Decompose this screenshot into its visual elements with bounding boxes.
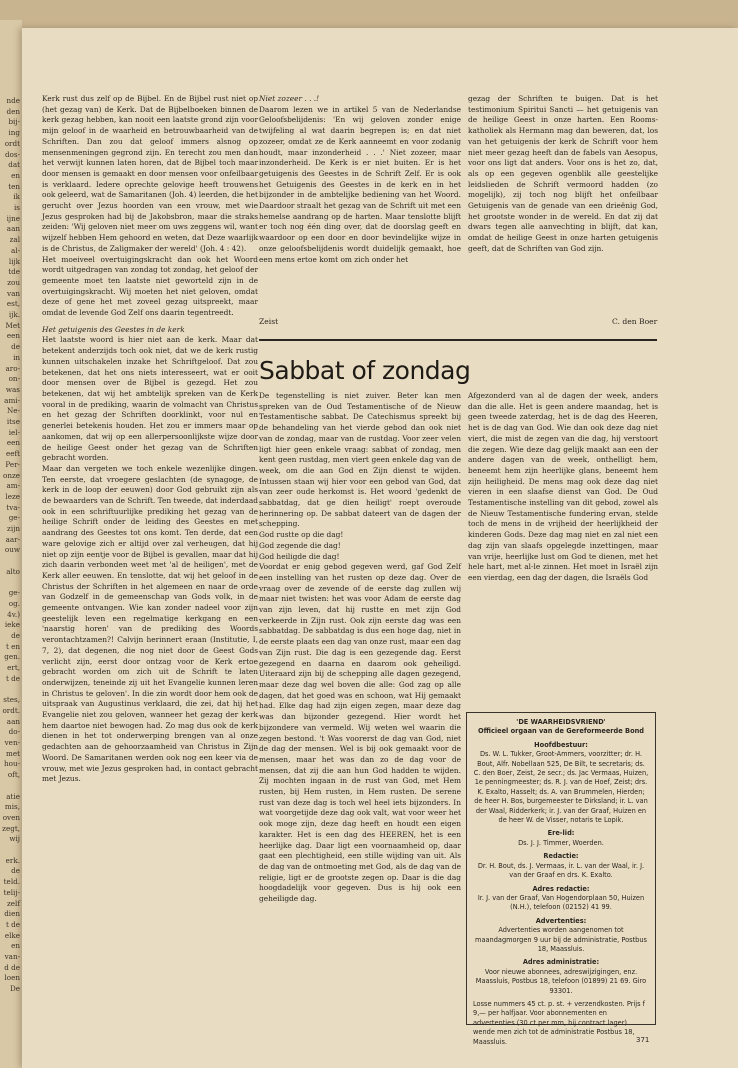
previous-page-fragment: gen. xyxy=(4,652,20,662)
previous-page-fragment: alto xyxy=(6,566,20,576)
colophon-heading: Adres administratie: xyxy=(522,958,600,967)
previous-page-fragment: loen xyxy=(4,973,20,983)
poem-line: God zegende die dag! xyxy=(259,540,341,550)
previous-page-fragment: ten xyxy=(8,181,20,191)
previous-page-fragment: en xyxy=(11,170,20,180)
colophon-heading: Ere-lid: xyxy=(547,829,575,838)
previous-page-fragment: ordt. xyxy=(2,705,20,715)
column-1 xyxy=(42,94,258,785)
previous-page-fragment: ge- xyxy=(8,588,20,598)
previous-page-fragment: ik xyxy=(13,192,20,202)
newspaper-page xyxy=(22,28,738,1068)
previous-page-fragment: d de xyxy=(4,962,20,972)
colophon-heading: Advertenties: xyxy=(535,916,587,925)
article-paragraph: De tegenstelling is niet zuiver. Beter kan men spreken van de Oud Testamentische of de Nieuw Testamentische sabbat. De Catechismus spreekt bij de behandeling van het vierde gebod dan ook niet van de zondag, maar van de rustdag. Voor zeer velen ligt hier geen enkele vraag: sabbat of zondag, men kent geen rustdag, men viert geen enkele dag van de week, om die aan God en Zijn dienst te wijden. Intussen staan wij hier voor een gebod van God, dat van zeer oude herkomst is. Het woord 'gedenkt de sabbatdag, dat ge dien heiligt' roept overoude herinnering op. De sabbat dateert van de dagen der schepping. xyxy=(259,391,461,529)
article-paragraph: Voordat er enig gebod gegeven werd, gaf God Zelf een instelling van het rusten op deze dag. Over de vraag over de zevende of de eerste dag zullen wij maar niet twisten: het was voor Adam de eerste dag van zijn leven, dat hij rustte en met zijn God verkeerde in Zijn rust. Ook zijn eerste dag was een sabbatdag. De sabbatdag is dus een hoge dag, niet in de eerste plaats een dag van onze rust, maar een dag van Zijn rust. Die dag is een gezegende dag. Eerst gezegend en daarna en daarom ook geheiligd. Uiteraard zijn bij de schepping alle dagen gezegend, maar deze dag wel boven die alle: God zag op alle dagen, dat het goed was en schoon, wat Hij gemaakt had. Elke dag had zijn eigen zegen, maar deze dag was dan bijzonder gezegend. Hier wordt het bijzondere van vermeld. Wij weten wel waarin die zegen bestond. 't Was voorerst de dag van God, niet de dag der mensen. Wel is bij ook gemaakt voor de mensen, maar het was dan zo de dag voor de mensen, dat zij die aan hun God hadden te wijden. Zij mochten ingaan in de rust van God, met Hem rusten, bij Hem rusten, in Hem rusten. De serene rust van deze dag is toch wel heel iets bijzonders. In wat voorgetijde deze dag ook valt, wat voor weer het ook moge zijn, deze dag heeft en houdt een eigen karakter. Het is een dag des HEEREN, het is een heerlijke dag. Daar ligt een voornaamheid op, daar gaat een plechtigheid, een stille wijding van uit. Als de dag van de ontmoeting met God, als de dag van de religie, ligt er de grootste zegen op. Daar is die dag hoogdadelijk voor gegeven. Dus is hij ook een geheiligde dag. xyxy=(259,562,461,904)
previous-page-fragment: zelf xyxy=(7,898,20,908)
previous-page-fragment: zegt, xyxy=(2,823,20,833)
col2-paragraph: Daarom lezen we in artikel 5 van de Nederlandse Geloofsbelijdenis: 'En wij geloven zonder enige twijfeling al wat daarin begrepen is; en dat niet zozeer, omdat ze de Kerk aanneemt en voor zodanig houdt, maar inzonderheid . . .' Niet zozeer, maar inzonderheid. De Kerk is er niet buiten. Er is het getuigenis des Geestes in de Schrift Zelf. Er is ook het Getuigenis des Geestes in de kerk en in het bijzonder in de ambtelijke bediening van het Woord. Daardoor straalt het gezag van de Schrift uit met een hemelse aandrang op de harten. Maar tenslotte blijft er toch nog één ding over, dat de doorslag geeft en waardoor op een door en door bevindelijke wijze in onze geloofsbelijdenis wordt duidelijk gemaakt, hoe een mens ertoe komt om zich onder het xyxy=(259,104,461,264)
previous-page-fragment: aro- xyxy=(5,363,20,373)
previous-page-fragment: telij- xyxy=(3,887,20,897)
previous-page-fragment: t de xyxy=(5,919,20,929)
previous-page-fragment: ami- xyxy=(4,395,20,405)
previous-page-fragment: ert, xyxy=(7,663,20,673)
previous-page-fragment: ieke xyxy=(4,620,20,630)
previous-page-fragment: ing xyxy=(8,128,20,138)
previous-page-fragment: is xyxy=(14,203,20,212)
colophon-text: Ds. J. J. Timmer, Woerden. xyxy=(518,838,604,847)
previous-page-edge xyxy=(0,20,22,1068)
previous-page-fragment: hou- xyxy=(3,759,20,769)
colophon-text: Advertenties worden aangenomen tot maandagmorgen 9 uur bij de administratie, Postbus 18, Maassluis. xyxy=(475,926,647,953)
previous-page-fragment: oven xyxy=(2,812,20,822)
previous-page-fragment: iel- xyxy=(8,427,20,437)
previous-page-fragment: Met xyxy=(5,320,20,330)
previous-page-fragment: dien xyxy=(4,909,20,919)
previous-page-fragment: de xyxy=(11,342,20,352)
previous-page-fragment: dos- xyxy=(4,149,20,159)
previous-page-fragment: lijk xyxy=(8,256,20,266)
section-divider xyxy=(259,339,657,341)
signature-author: C. den Boer xyxy=(612,317,658,326)
previous-page-fragment: est, xyxy=(6,299,20,309)
colophon-text: Dr. H. Bout, ds. J. Vermaas, ir. L. van der Waal, ir. J. van der Graaf en drs. K. Exalto. xyxy=(477,861,645,880)
colophon-heading: Adres redactie: xyxy=(532,884,590,893)
col1-paragraph: Kerk rust dus zelf op de Bijbel. En de Bijbel rust niet op (het gezag van) de Kerk. Dat de Bijbelboeken binnen de kerk gezag hebben, kan nooit een laatste grond zijn voor mijn geloof in de waarheid en betrouwbaarheid van de Schriften. Dan zou dat geloof immers alsnog op mensenmeningen gegrond zijn. En terecht zou men dan het verwijt kunnen laten horen, dat de Bijbel toch maar door mensen is gemaakt en door mensen voor onfeilbaar is verklaard. Iedere oprechte gelovige heeft trouwens ook geleerd, wat de Samaritanen (Joh. 4) leerden, die het gerucht over Jezus hoorden van een vrouw, met wie Jezus gesproken had bij de Jakobsbron, maar die straks zeiden: 'Wij geloven niet meer om uws zeggens wil, want wijzelf hebben Hem gehoord en weten, dat Deze waarlijk is de Christus, de Zaligmaker der wereld' (Joh. 4 : 42). xyxy=(42,94,258,253)
previous-page-fragment: den xyxy=(6,106,20,116)
colophon-heading: Hoofdbestuur: xyxy=(534,740,588,749)
previous-page-fragment: am- xyxy=(6,481,20,491)
previous-page-fragment: De xyxy=(9,984,20,994)
previous-page-fragment: ouw xyxy=(4,545,20,555)
previous-page-fragment: tde xyxy=(8,267,20,277)
column-3 xyxy=(468,94,658,255)
page-number: 371 xyxy=(636,1036,650,1044)
previous-page-fragment: was xyxy=(5,384,20,394)
colophon-subtitle: Officieel orgaan van de Gereformeerde Bond xyxy=(477,727,645,736)
previous-page-fragment: leze xyxy=(5,491,20,501)
previous-page-fragment: dat xyxy=(8,160,20,170)
col2-subheading: Niet zozeer . . .! xyxy=(259,94,320,103)
colophon-text: Voor nieuwe abonnees, adreswijzigingen, enz. Maassluis, Postbus 18, telefoon (01899) 21 69. Giro 93301. xyxy=(475,967,647,995)
previous-page-fragment: tva- xyxy=(6,502,20,512)
previous-page-fragment: met xyxy=(6,748,20,758)
article-column-2 xyxy=(468,391,658,584)
previous-page-fragment: elke xyxy=(4,930,20,940)
poem-line: God rustte op die dag! xyxy=(259,530,344,540)
article-paragraph: Afgezonderd van al de dagen der week, anders dan die alle. Het is geen andere maandag, het is geen tweede zaterdag, het is de dag des Heeren, het is de dag van God. Wie dan ook deze dag niet viert, die mist de zegen van die dag, hij verstoort die zegen. Wie deze dag gelijk maakt aan een der andere dagen van de week, onthelligt hem, beneemt hem zijn heerlijke glans, beneemt hem zijn heiligheid. De mens mag ook deze dag niet vieren in een slaafse dienst van God. De Oud Testamentische instelling van dit gebod, zowel als de Nieuw Testamentische fundering ervan, stelde toch de mens in de vrijheid der heerlijkheid der kinderen Gods. Deze dag mag niet en zal niet een dag zijn van slaafs opgelegde inzettingen, maar van vrije, heerlijke lust om God te dienen, met het hele hart, met al-le zinnen. Het moet in Israël zijn een vierdag, een dag der dagen, die Israëls God xyxy=(468,391,658,582)
col1-paragraph: Maar dan vergeten we toch enkele wezenlijke dingen. Ten eerste, dat vroegere geslachten (de synagoge, de kerk in de loop der eeuwen) door God gebruikt zijn als de bewaarders van de Schrift. Ten tweede, dat inderdaad ook in een schriftuurlijke prediking het gezag van de heilige Schrift onder de leiding des Geestes en met aandrang des Geestes tot ons komt. Ten derde, dat een ware gelovige zich er altijd over zal verheugen, dat hij niet op zijn eentje voor de Bijbel is gevallen, maar dat hij zich daarin verbonden weet met 'al de heiligen', met de Kerk aller eeuwen. En tenslotte, dat wij het geloof in de Christus der Schriften in het algemeen en naar de orde van Godzelf in de gemeenschap van Gods volk, in de gemeente ontvangen. Wie kan zonder nadeel voor zijn geestelijk leven een regelmatige kerkgang en een 'naarstig horen' van de prediking des Woords verontachtzamen?! Calvijn herinnert eraan (Institutie, I, 7, 2), dat degenen, die nog niet door de Geest Gods verlicht zijn, eerst door ontzag voor de Kerk ertoe gebracht worden om zich uit de Schrift te laten onderwijzen, teneinde zij uit het Evangelie kunnen leren in Christus te geloven'. In die zin wordt door hem ook de uitspraak van Augustinus verklaard, die zei, dat hij het Evangelie niet zou geloven, wanneer het gezag der kerk hem daartoe niet bewogen had. Zo mag dus ook de kerk dienen in het tot onderwerping brengen van al onze gedachten aan de gehoorzaamheid van Christus in Zijn Woord. De Samaritanen werden ook nog een keer via de vrouw, met wie Jezus gesproken had, in contact gebracht met Jezus. xyxy=(42,463,258,784)
previous-page-fragment: do- xyxy=(8,727,20,737)
previous-page-fragment: bij- xyxy=(8,117,20,127)
column-2 xyxy=(259,94,461,265)
previous-page-fragment: Ne- xyxy=(7,406,20,416)
previous-page-fragment: nde xyxy=(6,96,20,105)
previous-page-fragment: erk. xyxy=(5,855,20,865)
signature-place: Zeist xyxy=(259,317,279,326)
previous-page-fragment: aar- xyxy=(5,534,20,544)
previous-page-fragment: t de xyxy=(5,673,20,683)
colophon-text: Ds. W. L. Tukker, Groot-Ammers, voorzitter; dr. H. Bout, Alfr. Nobellaan 525, De Bilt, te secretaris; ds. C. den Boer, Zeist, 2e secr.; ds. Jac Vermaas, Huizen, 1e penningmeester; ds. R. J. van de Hoef, Zeist; drs. K. Exalto, Hasselt; ds. A. van Brummelen, Hierden; de heer H. Bos, burgemeester te Dirksland; ir. L. van der Waal, Ridderkerk; ir. J. van der Graaf, Huizen en de heer W. de Visser, notaris te Lopik. xyxy=(473,750,649,825)
previous-page-fragment: aan xyxy=(6,224,20,234)
previous-page-fragment: itse xyxy=(6,417,20,426)
colophon-title: 'DE WAARHEIDSVRIEND' xyxy=(516,718,606,726)
previous-page-fragment: on- xyxy=(8,374,20,384)
previous-page-fragment: t en xyxy=(5,641,20,651)
previous-page-fragment: Per- xyxy=(5,459,20,469)
previous-page-fragment: ijne xyxy=(6,213,20,223)
col1-paragraph: Het moeiveel overtuigingskracht dan ook het Woord wordt uitgedragen van zondag tot zondag, het geloof der gemeente moet ten laatste niet geworteld zijn in de overtuigingskracht. Wij moeten het niet geloven, omdat deze of gene het met zoveel gezag uitspreekt, maar omdat de levende God Zelf ons daarin tegentreedt. xyxy=(42,254,258,318)
previous-page-fragment: ordt xyxy=(4,138,20,148)
previous-page-fragment: zijn xyxy=(7,524,20,533)
previous-page-fragment: stes, xyxy=(3,695,20,705)
previous-page-fragment: aan xyxy=(6,716,20,726)
colophon-text: Losse nummers 45 ct. p. st. + verzendkosten. Prijs f 9,— per halfjaar. Voor abonnementen en advertenties (30 ct per mm, bij contract lager) wende men zich tot de administratie Postbus 18, Maassluis. xyxy=(473,999,645,1046)
previous-page-fragment: teld. xyxy=(3,877,20,887)
previous-page-fragment: van xyxy=(7,288,20,298)
col1-subheading: Het getuigenis des Geestes in de kerk xyxy=(42,324,185,334)
previous-page-fragment: og. xyxy=(8,598,20,608)
previous-page-fragment: onze xyxy=(3,470,20,480)
previous-page-fragment: al- xyxy=(10,245,20,255)
previous-page-fragment: ven- xyxy=(4,738,20,747)
previous-page-fragment: de xyxy=(11,631,20,640)
colophon-heading: Redactie: xyxy=(543,852,579,861)
previous-page-fragment: een xyxy=(6,331,20,341)
article-column-1 xyxy=(259,391,461,905)
previous-page-fragment: in xyxy=(13,352,20,362)
previous-page-fragment: 4v.) xyxy=(7,609,20,619)
previous-page-fragment: zou xyxy=(7,277,20,287)
previous-page-fragment: en xyxy=(11,941,20,951)
col1-paragraph: Het laatste woord is hier niet aan de kerk. Maar dat betekent anderzijds toch ook niet, dat we de kerk rustig kunnen uitschakelen inzake het Schriftgeloof. Dat zou betekenen, dat het ons niets interesseert, wat er ooit door mensen over de Bijbel is gezegd. Het zou betekenen, dat wij het ambtelijk spreken van de Kerk vooral in de prediking, waarin de volmacht van Christus en het gezag der Schriften doorklinkt, voor nul en generlei betekenis houden. Het zou er immers maar op aankomen, dat wij op een allerpersoonlijkste wijze door de heilige Geest onder het gezag van de Schriften gebracht worden. xyxy=(42,335,258,463)
previous-page-fragment: ijk. xyxy=(8,310,20,319)
previous-page-fragment: atie xyxy=(6,791,20,801)
poem-line: God heiligde die dag! xyxy=(259,551,340,561)
previous-page-fragment: oft, xyxy=(7,770,20,780)
previous-page-fragment: de xyxy=(11,866,20,876)
colophon-text: Ir. J. van der Graaf, Van Hogendorplaan 50, Huizen (N.H.), telefoon (02152) 41 99. xyxy=(477,893,645,912)
previous-page-fragment: wij xyxy=(9,834,20,844)
previous-page-fragment: ge- xyxy=(8,513,20,523)
previous-page-fragment: van- xyxy=(4,952,20,961)
article-title: Sabbat of zondag xyxy=(259,356,471,385)
previous-page-fragment: eeft xyxy=(5,449,20,459)
col3-paragraph: gezag der Schriften te buigen. Dat is het testimonium Spiritui Sancti — het getuigenis van de heilige Geest in onze harten. Een Rooms-katholiek als Hermann mag dan beweren, dat, los van het getuigenis der kerk de Schrift voor hem niet meer gezag heeft dan de fabels van Aesopus, voor ons ligt dat anders. Voor ons is het zo, dat, als op een gegeven ogenblik alle geestelijke leidslieden de Schrift vermoord hadden (zo mogelijk), zij toch nog blijft het onfeilbaar Getuigenis van de genade van een drieënig God, het grootste wonder in de wereld. En dat zij dat dwars tegen alle aanvechting in blijft, dat kan, omdat de heilige Geest in onze harten getuigenis geeft, dat de Schriften van God zijn. xyxy=(468,94,658,253)
previous-page-fragment: mis, xyxy=(4,802,20,812)
previous-page-fragment: zal xyxy=(9,235,20,245)
previous-page-fragment: een xyxy=(6,438,20,448)
